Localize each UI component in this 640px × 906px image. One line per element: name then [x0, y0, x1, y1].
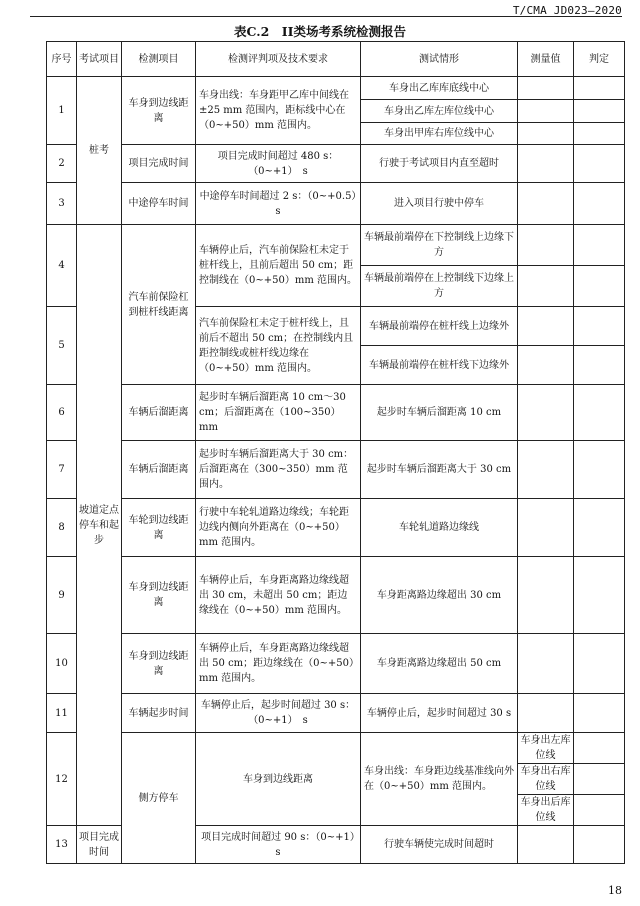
measured-value-cell — [574, 733, 625, 764]
row-no: 9 — [47, 557, 77, 634]
table-row — [47, 634, 625, 694]
measured-value-cell — [518, 183, 574, 225]
test-case-cell: 行驶于考试项目内直至超时 — [361, 145, 518, 183]
col-header-verdict: 判定 — [574, 42, 625, 77]
row-no: 3 — [47, 183, 77, 225]
test-case-cell: 车身距离路边缘超出 30 cm — [361, 557, 518, 634]
check-item-cell: 车轮到边线距离 — [122, 499, 196, 557]
row-no: 10 — [47, 634, 77, 694]
table-row — [47, 183, 625, 225]
test-case-cell: 车身出乙库左库位线中心 — [361, 100, 518, 123]
check-item-cell: 车身到边线距离 — [122, 634, 196, 694]
test-case-cell: 车身出后库位线 — [518, 795, 574, 826]
check-item-cell: 项目完成时间 — [77, 826, 122, 864]
verdict-cell — [574, 100, 625, 123]
table-row — [47, 557, 625, 634]
requirement-cell: 车辆停止后，汽车前保险杠未定于桩杆线上，且前后超出 50 cm；距控制线在（0~+50）mm 范围内。 — [196, 225, 361, 307]
requirement-cell: 车身出线：车身距甲乙库中间线在±25 mm 范围内，距标线中心在（0~+50）mm 范围内。 — [196, 77, 361, 145]
verdict-cell — [574, 694, 625, 733]
requirement-cell: 行驶中车轮轧道路边缘线；车轮距边线内侧向外距离在（0~+50）mm 范围内。 — [196, 499, 361, 557]
measured-value-cell — [518, 307, 574, 346]
test-case-cell: 车辆最前端停在桩杆线上边缘外 — [361, 307, 518, 346]
table-row — [47, 499, 625, 557]
header-row — [47, 42, 625, 77]
check-item-cell: 中途停车时间 — [122, 183, 196, 225]
requirement-cell: 车辆停止后，起步时间超过 30 s：（0~+1） s — [196, 694, 361, 733]
row-no: 1 — [47, 77, 77, 145]
table-row — [47, 733, 625, 764]
row-no: 4 — [47, 225, 77, 307]
check-item-cell: 车辆起步时间 — [122, 694, 196, 733]
test-case-cell: 车辆最前端停在上控制线下边缘上方 — [361, 266, 518, 307]
test-case-cell: 车身出左库位线 — [518, 733, 574, 764]
table-row — [47, 145, 625, 183]
verdict-cell — [574, 77, 625, 100]
verdict-cell — [574, 634, 625, 694]
requirement-cell: 中途停车时间超过 2 s：（0~+0.5） s — [196, 183, 361, 225]
table-row — [47, 441, 625, 499]
exam-item-cell: 坡道定点停车和起步 — [77, 225, 122, 826]
measured-value-cell — [518, 634, 574, 694]
test-case-cell: 起步时车辆后溜距离大于 30 cm — [361, 441, 518, 499]
check-item-cell: 车辆后溜距离 — [122, 385, 196, 441]
measured-value-cell — [518, 100, 574, 123]
requirement-cell: 车身出线：车身距边线基准线向外在（0~+50）mm 范围内。 — [361, 733, 518, 826]
check-item-cell: 车身到边线距离 — [122, 77, 196, 145]
verdict-cell — [574, 441, 625, 499]
test-case-cell: 车身距离路边缘超出 50 cm — [361, 634, 518, 694]
measured-value-cell — [518, 557, 574, 634]
row-no: 8 — [47, 499, 77, 557]
col-header-requirement: 检测评判项及技术要求 — [196, 42, 361, 77]
measured-value-cell — [518, 441, 574, 499]
verdict-cell — [574, 183, 625, 225]
check-item-cell: 车身到边线距离 — [122, 557, 196, 634]
test-case-cell: 进入项目行驶中停车 — [361, 183, 518, 225]
check-item-cell: 项目完成时间 — [122, 145, 196, 183]
measured-value-cell — [518, 266, 574, 307]
verdict-cell — [574, 145, 625, 183]
table-row — [47, 694, 625, 733]
requirement-cell: 汽车前保险杠未定于桩杆线上，且前后不超出 50 cm；在控制线内且距控制线或桩杆线边缘在（0~+50）mm 范围内。 — [196, 307, 361, 385]
col-header-no: 序号 — [47, 42, 77, 77]
verdict-cell — [574, 225, 625, 266]
row-no: 6 — [47, 385, 77, 441]
test-case-cell: 车身出右库位线 — [518, 764, 574, 795]
test-case-cell: 车身出甲库右库位线中心 — [361, 123, 518, 145]
exam-item-cell: 侧方停车 — [122, 733, 196, 864]
col-header-measured: 测量值 — [518, 42, 574, 77]
table-row — [47, 77, 625, 100]
row-no: 2 — [47, 145, 77, 183]
row-no: 11 — [47, 694, 77, 733]
col-header-exam-item: 考试项目 — [77, 42, 122, 77]
row-no: 13 — [47, 826, 77, 864]
verdict-cell — [574, 557, 625, 634]
measured-value-cell — [518, 225, 574, 266]
test-case-cell: 行驶车辆使完成时间超时 — [361, 826, 518, 864]
row-no: 5 — [47, 307, 77, 385]
row-no: 12 — [47, 733, 77, 826]
col-header-check-item: 检测项目 — [122, 42, 196, 77]
header-rule — [30, 16, 622, 17]
verdict-cell — [574, 307, 625, 346]
measured-value-cell — [518, 694, 574, 733]
requirement-cell: 车辆停止后，车身距离路边缘线超出 50 cm；距边缘线在（0~+50）mm 范围内。 — [196, 634, 361, 694]
verdict-cell — [574, 385, 625, 441]
test-case-cell: 车辆最前端停在下控制线上边缘下方 — [361, 225, 518, 266]
test-case-cell: 起步时车辆后溜距离 10 cm — [361, 385, 518, 441]
test-case-cell: 车身出乙库库底线中心 — [361, 77, 518, 100]
check-item-cell: 车身到边线距离 — [196, 733, 361, 826]
col-header-test-case: 测试情形 — [361, 42, 518, 77]
exam-item-cell: 桩考 — [77, 77, 122, 225]
requirement-cell: 起步时车辆后溜距离 10 cm～30 cm；后溜距离在（100~350）mm — [196, 385, 361, 441]
check-item-cell: 车辆后溜距离 — [122, 441, 196, 499]
measured-value-cell — [574, 795, 625, 826]
requirement-cell: 车辆停止后，车身距离路边缘线超出 30 cm，未超出 50 cm；距边缘线在（0~+50）mm 范围内。 — [196, 557, 361, 634]
measured-value-cell — [518, 826, 574, 864]
measured-value-cell — [518, 123, 574, 145]
verdict-cell — [574, 499, 625, 557]
row-no: 7 — [47, 441, 77, 499]
verdict-cell — [574, 123, 625, 145]
verdict-cell — [574, 266, 625, 307]
verdict-cell — [574, 346, 625, 385]
test-case-cell: 车辆停止后，起步时间超过 30 s — [361, 694, 518, 733]
requirement-cell: 项目完成时间超过 90 s：（0~+1） s — [196, 826, 361, 864]
inspection-report-table — [46, 41, 625, 864]
measured-value-cell — [518, 346, 574, 385]
measured-value-cell — [518, 145, 574, 183]
test-case-cell: 车辆最前端停在桩杆线下边缘外 — [361, 346, 518, 385]
table-row — [47, 385, 625, 441]
requirement-cell: 起步时车辆后溜距离大于 30 cm：后溜距离在（300~350）mm 范围内。 — [196, 441, 361, 499]
measured-value-cell — [518, 499, 574, 557]
verdict-cell — [574, 826, 625, 864]
requirement-cell: 项目完成时间超过 480 s：（0~+1） s — [196, 145, 361, 183]
check-item-cell: 汽车前保险杠到桩杆线距离 — [122, 225, 196, 385]
measured-value-cell — [574, 764, 625, 795]
measured-value-cell — [518, 385, 574, 441]
table-row — [47, 225, 625, 266]
table-title: 表C.2 II类场考系统检测报告 — [234, 24, 406, 39]
test-case-cell: 车轮轧道路边缘线 — [361, 499, 518, 557]
page-number: 18 — [608, 884, 622, 897]
measured-value-cell — [518, 77, 574, 100]
standard-code: T/CMA JD023—2020 — [512, 4, 622, 17]
